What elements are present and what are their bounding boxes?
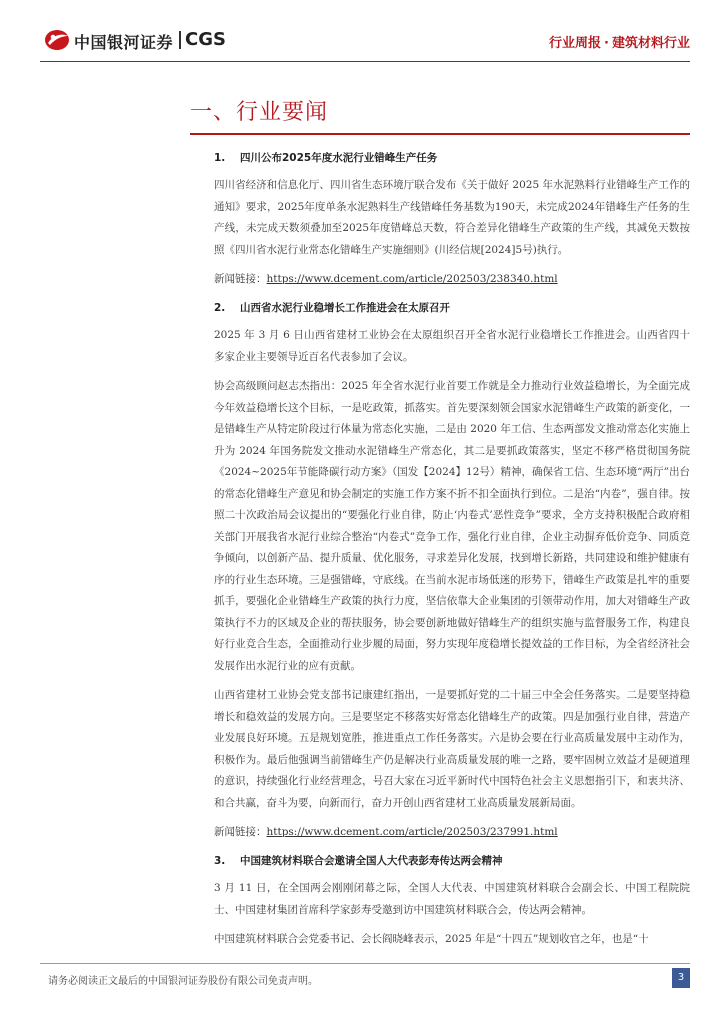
news-item-number: 3. xyxy=(214,855,226,867)
news-item-title xyxy=(214,853,690,868)
news-paragraph: 协会高级顾问赵志杰指出：2025 年全省水泥行业首要工作就是全力推动行业效益稳增长，为全面完成今年效益稳增长这个目标，一是吃政策，抓落实。首先要深刻领会国家水泥错峰生产政策的新变化，一是错峰生产从特定阶段过行体量为常态化实施，二是由 2020 年工信、生态两部发文推动常态化实施上升为 2024 年国务院发文推动水泥错峰生产常态化，其二是要抓政策落实，坚定不移严格贯彻国务院《2024~2025年节能降碳行动方案》（国发【2024】12号）精神，确保省工信、生态环境“两厅”出台的常态化错峰生产意见和协会制定的实施工作方案不折不扣全面执行到位。二是治“内卷”，强自律。按照二十次政治局会议提出的“要强化行业自律，防止‘内卷式’恶性竞争”要求，全方支持积极配合政府相关部门开展我省水泥行业综合整治“内卷式”竞争工作，强化行业自律，企业主动摒弃低价竞争、同质竞争倾向，以创新产品、提升质量、优化服务，寻求差异化发展，找到增长新路，共同建设和维护健康有序的行业生态环境。三是强错峰，守底线。在当前水泥市场低迷的形势下，错峰生产政策是扎牢的重要抓手，要强化企业错峰生产政策的执行力度，坚信依靠大企业集团的引领带动作用，加大对错峰生产政策执行不力的区域及企业的帮扶服务，协会要创新地做好错峰生产的组织实施与监督服务工作，构建良好行业竞合生态，全面推动行业步履的局面，努力实现年度稳增长提效益的工作目标，为全省经济社会发展作出水泥行业的应有贡献。 xyxy=(214,380,690,672)
news-paragraph: 中国建筑材料联合会党委书记、会长阎晓峰表示，2025 年是“十四五”规划收官之年，也是“十 xyxy=(214,933,649,945)
section-title: 一、行业要闻 xyxy=(190,100,329,125)
logo-text-en: CGS xyxy=(185,29,226,50)
header-divider xyxy=(40,61,690,62)
section-divider xyxy=(190,133,690,135)
report-type-label: 行业周报 xyxy=(549,36,602,51)
news-content xyxy=(214,142,690,959)
logo-text-cn: 中国银河证券 xyxy=(74,33,174,52)
news-paragraph: 3 月 11 日，在全国两会刚刚闭幕之际，全国人大代表、中国建筑材料联合会副会长、中国工程院院士、中国建材集团首席科学家彭寿受邀到访中国建筑材料联合会，传达两会精神。 xyxy=(214,882,690,916)
report-type-separator: · xyxy=(604,36,609,51)
page-header xyxy=(0,0,724,82)
news-paragraph: 山西省建材工业协会党支部书记康建红指出，一是要抓好党的二十届三中全会任务落实。二是要坚持稳增长和稳效益的发展方向。三是要坚定不移落实好常态化错峰生产的政策。四是加强行业自律，营造产业发展良好环境。五是规划宽胜，推进重点工作任务落实。六是协会要在行业高质量发展中主动作为，积极作为。最后他强调当前错峰生产仍是解决行业高质量发展的唯一之路，要牢固树立效益才是硬道理的意识，持续强化行业经营理念，号召大家在习近平新时代中国特色社会主义思想指引下，和衷共济、和合共赢，奋斗为要，向新而行，奋力开创山西省建材工业高质量发展新局面。 xyxy=(214,689,690,809)
news-link[interactable]: https://www.dcement.com/article/202503/237991.html xyxy=(266,826,558,838)
news-item-title xyxy=(214,150,690,165)
news-link[interactable]: https://www.dcement.com/article/202503/238340.html xyxy=(266,273,558,285)
news-link-label: 新闻链接： xyxy=(214,826,267,838)
news-item-number: 2. xyxy=(214,302,226,314)
footer-disclaimer: 请务必阅读正文最后的中国银河证券股份有限公司免责声明。 xyxy=(48,976,318,987)
report-category xyxy=(549,32,690,51)
news-item-title xyxy=(214,300,690,315)
news-paragraph: 四川省经济和信息化厅、四川省生态环境厅联合发布《关于做好 2025 年水泥熟料行业错峰生产工作的通知》要求，2025年度单条水泥熟料生产线错峰任务基数为190天，未完成2024年错峰生产任务的生产线，未完成天数须叠加至2025年度错峰总天数，符合差异化错峰生产政策的生产线，其减免天数按照《四川省水泥行业常态化错峰生产实施细则》(川经信规[2024]5号)执行。 xyxy=(214,179,690,256)
galaxy-logo-icon xyxy=(44,29,70,51)
news-paragraph: 2025 年 3 月 6 日山西省建材工业协会在太原组织召开全省水泥行业稳增长工作推进会。山西省四十多家企业主要领导近百名代表参加了会议。 xyxy=(214,329,690,363)
news-link-line xyxy=(214,269,690,290)
news-item-heading: 四川公布2025年度水泥行业错峰生产任务 xyxy=(240,152,438,164)
footer-divider xyxy=(40,963,690,964)
page-number: 3 xyxy=(672,968,690,988)
news-item-heading: 中国建筑材料联合会邀请全国人大代表彭寿传达两会精神 xyxy=(240,855,503,867)
industry-label: 建筑材料行业 xyxy=(611,36,690,51)
news-link-label: 新闻链接： xyxy=(214,273,267,285)
news-item-heading: 山西省水泥行业稳增长工作推进会在太原召开 xyxy=(240,302,450,314)
logo-divider xyxy=(179,31,181,49)
news-item-number: 1. xyxy=(214,152,226,164)
news-link-line xyxy=(214,822,690,843)
